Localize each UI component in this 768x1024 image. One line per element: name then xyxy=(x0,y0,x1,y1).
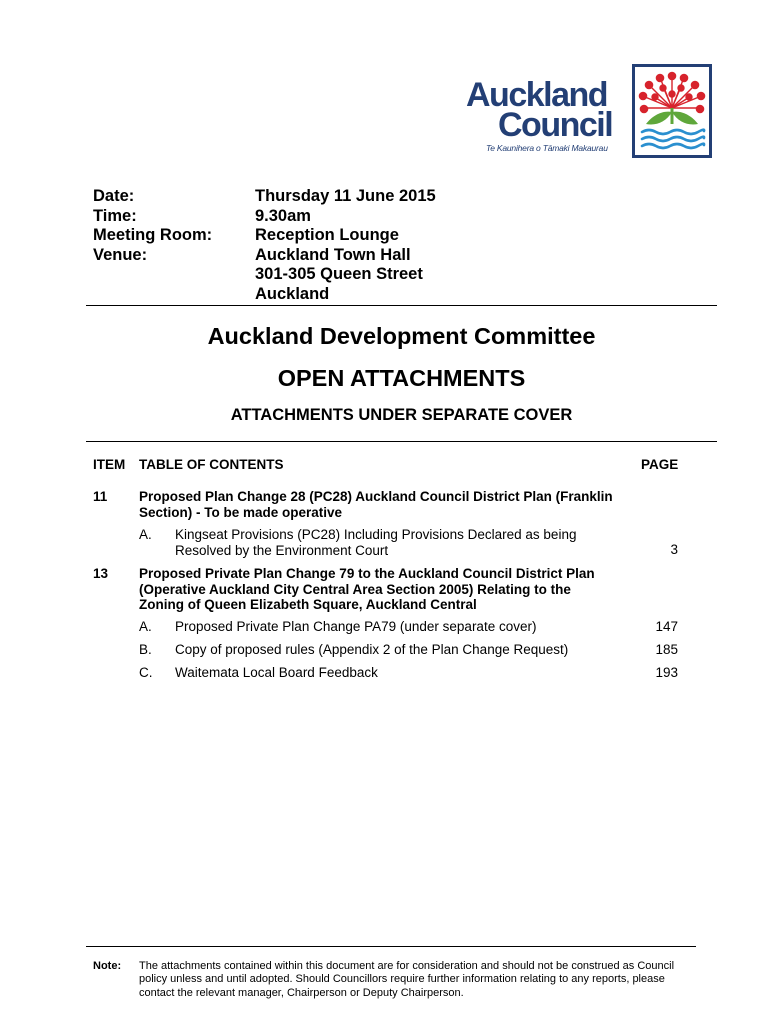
committee-title: Auckland Development Committee xyxy=(207,323,596,349)
venue-label: Venue: xyxy=(93,245,148,264)
venue-line1: Auckland Town Hall xyxy=(255,245,411,264)
venue-line3: Auckland xyxy=(255,284,330,303)
attachment-letter: B. xyxy=(139,642,152,657)
toc-item-title-line: Proposed Private Plan Change 79 to the Auckland Council District Plan xyxy=(139,566,595,581)
toc-page-header: PAGE xyxy=(641,457,679,472)
note-label: Note: xyxy=(93,960,122,972)
note-text xyxy=(139,960,709,1000)
open-attachments-title: OPEN ATTACHMENTS xyxy=(277,365,526,391)
attachment-page-number: 185 xyxy=(655,642,678,657)
toc-item-title[interactable] xyxy=(139,566,659,613)
auckland-council-logo xyxy=(466,64,714,160)
toc-item-title-line: Section) - To be made operative xyxy=(139,504,343,520)
note-line: contact the relevant manager, Chairperson or Deputy Chairperson. xyxy=(139,986,464,999)
attachment-page-number: 193 xyxy=(655,665,678,680)
toc-contents-header: TABLE OF CONTENTS xyxy=(139,457,284,472)
note-line: The attachments contained within this document are for consideration and should not be construed as Council xyxy=(139,960,675,972)
divider-top xyxy=(86,305,717,306)
date-value: Thursday 11 June 2015 xyxy=(255,187,436,205)
divider-footer xyxy=(86,946,696,947)
attachment-title[interactable] xyxy=(175,527,615,558)
separate-cover-subtitle: ATTACHMENTS UNDER SEPARATE COVER xyxy=(230,406,573,424)
toc-item-title[interactable] xyxy=(139,489,659,520)
room-label: Meeting Room: xyxy=(93,226,213,245)
date-label: Date: xyxy=(93,187,135,205)
note-line: policy unless and until adopted. Should Councillors require further information relating to any reports, please xyxy=(139,973,665,986)
attachment-title[interactable]: Waitemata Local Board Feedback xyxy=(175,665,378,680)
logo-wordmark-line2: Council xyxy=(498,106,613,144)
toc-item-number: 11 xyxy=(93,489,108,504)
toc-item-title-line: Proposed Plan Change 28 (PC28) Auckland Council District Plan (Franklin xyxy=(139,489,613,504)
toc-item-title-line: (Operative Auckland City Central Area Section 2005) Relating to the xyxy=(139,581,571,597)
attachment-page-number: 3 xyxy=(670,542,678,557)
time-label: Time: xyxy=(93,206,137,225)
attachment-title-line: Kingseat Provisions (PC28) Including Provisions Declared as being xyxy=(175,527,577,542)
logo-wordmark-line1: Auckland xyxy=(466,76,608,114)
attachment-letter: C. xyxy=(139,665,153,680)
attachment-title[interactable]: Proposed Private Plan Change PA79 (under separate cover) xyxy=(175,619,537,634)
logo-tagline: Te Kaunihera o Tāmaki Makaurau xyxy=(486,143,608,153)
toc-item-header: ITEM xyxy=(93,457,126,472)
attachment-letter: A. xyxy=(139,527,152,542)
divider-middle xyxy=(86,441,717,442)
room-value: Reception Lounge xyxy=(255,226,399,245)
toc-item-title-line: Zoning of Queen Elizabeth Square, Auckland Central xyxy=(139,597,477,612)
attachment-letter: A. xyxy=(139,619,152,634)
attachment-title[interactable]: Copy of proposed rules (Appendix 2 of the Plan Change Request) xyxy=(175,642,569,657)
attachment-page-number: 147 xyxy=(655,619,678,634)
toc-item-number: 13 xyxy=(93,566,109,581)
pohutukawa-flower-icon xyxy=(632,64,712,158)
attachment-title-line: Resolved by the Environment Court xyxy=(175,542,389,558)
venue-line2: 301-305 Queen Street xyxy=(255,265,423,284)
time-value: 9.30am xyxy=(255,206,311,225)
